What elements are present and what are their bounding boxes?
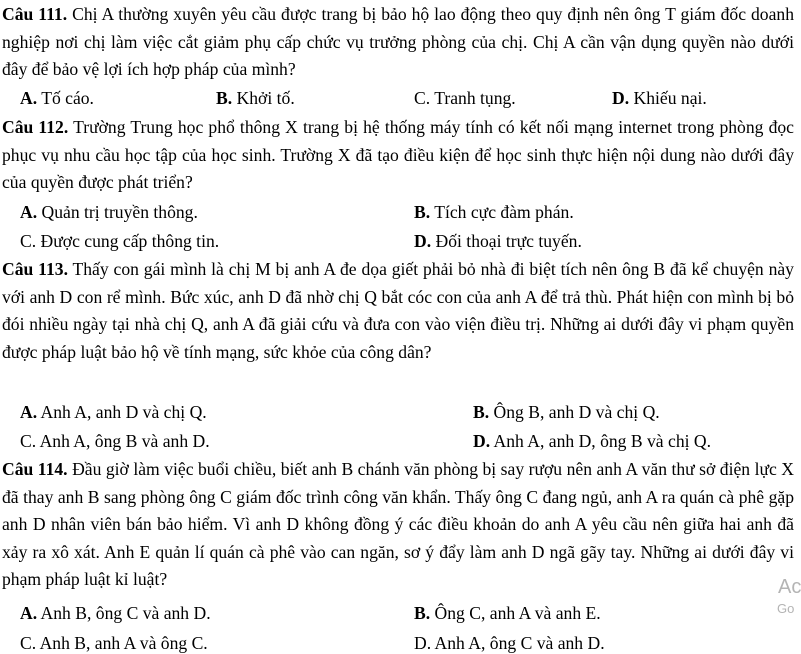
option-c[interactable]: C. Anh A, ông B và anh D. <box>20 431 210 451</box>
option-b[interactable]: B. Khởi tố. <box>216 88 295 108</box>
option-a[interactable]: A. Quản trị truyền thông. <box>20 202 198 222</box>
question-number: Câu 111. <box>2 4 68 24</box>
option-d[interactable]: D. Anh A, anh D, ông B và chị Q. <box>473 431 712 451</box>
option-b[interactable]: B. Ông B, anh D và chị Q. <box>473 402 660 422</box>
question-text: Chị A thường xuyên yêu cầu được trang bị bảo hộ lao động theo quy định nên ông T giám đốc doanh nghiệp nơi chị làm việc cắt giảm phụ cấp chức vụ trưởng phòng của chị. Chị A cần vận dụng quyền nào dưới đây để bảo vệ lợi ích hợp pháp của mình? <box>2 4 794 80</box>
option-d[interactable]: D. Anh A, ông C và anh D. <box>414 633 605 653</box>
question-stem <box>2 1 794 84</box>
option-b[interactable]: B. Ông C, anh A và anh E. <box>414 603 601 623</box>
question-number: Câu 112. <box>2 117 69 137</box>
question-stem <box>2 114 794 197</box>
watermark-line-2: Go <box>777 601 795 616</box>
option-c[interactable]: C. Anh B, anh A và ông C. <box>20 633 208 653</box>
question-number: Câu 114. <box>2 459 68 479</box>
option-d[interactable]: D. Khiếu nại. <box>612 88 707 108</box>
option-a[interactable]: A. Anh A, anh D và chị Q. <box>20 402 207 422</box>
question-text: Đầu giờ làm việc buổi chiều, biết anh B chánh văn phòng bị say rượu nên anh A văn thư sở điện lực X đã thay anh B sang phòng ông C giám đốc trình công văn khẩn. Thấy ông C đang ngủ, anh A ra quán cà phê gặp anh D nhân viên bán bảo hiểm. Vì anh D không đồng ý các điều khoản do anh A yêu cầu nên giữa hai anh đã xảy ra xô xát. Anh E quản lí quán cà phê vào can ngăn, sơ ý đẩy làm anh D ngã gãy tay. Những ai dưới đây vi phạm pháp luật kỉ luật? <box>2 459 794 590</box>
question-stem <box>2 456 794 594</box>
option-a[interactable]: A. Tố cáo. <box>20 88 94 108</box>
option-a[interactable]: A. Anh B, ông C và anh D. <box>20 603 211 623</box>
option-c[interactable]: C. Tranh tụng. <box>414 88 516 108</box>
question-text: Thấy con gái mình là chị M bị anh A đe dọa giết phải bỏ nhà đi biệt tích nên ông B đã kể chuyện này với anh D con rể mình. Bức xúc, anh D đã nhờ chị Q bắt cóc con của anh A để trả thù. Phát hiện con mình bị bỏ đói nhiều ngày tại nhà chị Q, anh A đã giải cứu và đưa con vào viện điều trị. Những ai dưới đây vi phạm quyền được pháp luật bảo hộ về tính mạng, sức khỏe của công dân? <box>2 259 794 362</box>
question-text: Trường Trung học phổ thông X trang bị hệ thống máy tính có kết nối mạng internet trong phòng đọc phục vụ nhu cầu học tập của học sinh. Trường X đã tạo điều kiện để học sinh thực hiện nội dung nào dưới đây của quyền được phát triển? <box>2 117 794 193</box>
question-stem <box>2 256 794 366</box>
question-number: Câu 113. <box>2 259 68 279</box>
option-b[interactable]: B. Tích cực đàm phán. <box>414 202 574 222</box>
option-d[interactable]: D. Đối thoại trực tuyến. <box>414 231 582 251</box>
watermark-line-1: Ac <box>778 576 801 598</box>
option-c[interactable]: C. Được cung cấp thông tin. <box>20 231 220 251</box>
